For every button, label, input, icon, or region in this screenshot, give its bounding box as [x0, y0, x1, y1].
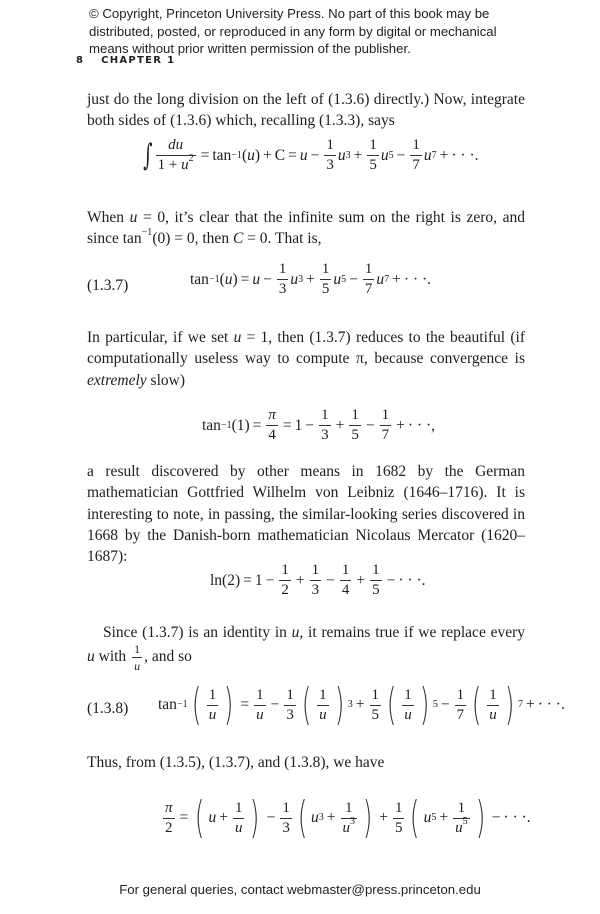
equation-leibniz: tan −1 (1) = $\frac{\pi}{4}$ = 1 − $\frac{1}{3}$ + $\frac{1}{5}$ − $\frac{1}{7}$ + · · ·,: [202, 407, 436, 443]
equation-1-3-8: tan −1 ( $\frac{1}{u}$ ) = $\frac{1}{u}$ − $\frac{1}{3}$ ( $\frac{1}{u}$ ) 3 + $\frac{1}{5}$ ( $\frac{1}{u}$ ) 5 − $\frac{1}{7}$ ( $\frac{1}{u}$ ) 7 + · · ·.: [158, 679, 565, 730]
integral-sign: ∫: [143, 138, 153, 173]
page-number: 8: [76, 55, 85, 66]
chapter-label: CHAPTER 1: [101, 55, 176, 66]
equation-number-1-3-8: (1.3.8): [87, 700, 129, 717]
equation-mercator: ln(2) = 1 − $\frac{1}{2}$ + $\frac{1}{3}$ − $\frac{1}{4}$ + $\frac{1}{5}$ − · · ·.: [210, 562, 426, 598]
equation-final: $\frac{\pi}{2}$ = ( u + $\frac{1}{u}$ ) − $\frac{1}{3}$ ( u 3 + $\frac{1}{u^3}$ ) + $\frac{1}{5}$ ( u 5 + $\frac{1}{u^5}$ ) − · · ·.: [165, 792, 531, 843]
paragraph-5: Since (1.3.7) is an identity in u, it remains true if we replace every u with $\frac{1}{u}$ , and so: [87, 624, 525, 674]
footer-contact: For general queries, contact webmaster@press.princeton.edu: [119, 882, 481, 897]
paragraph-1: just do the long division on the left of (1.3.6) directly.) Now, integrate both sides of (1.3.6) which, recalling (1.3.3), says: [87, 91, 525, 130]
paragraph-6: Thus, from (1.3.5), (1.3.7), and (1.3.8), we have: [87, 754, 385, 771]
running-head: [76, 55, 175, 66]
paragraph-3: In particular, if we set u = 1, then (1.3.7) reduces to the beautiful (if computationally useless way to compute π, because convergence is extremely slow): [87, 329, 525, 389]
equation-number-1-3-7: (1.3.7): [87, 277, 129, 294]
copyright-notice: © Copyright, Princeton University Press. No part of this book may be distributed, posted, or reproduced in any form by digital or mechanical means without prior written permission of the publisher.: [89, 6, 497, 56]
equation-1-3-7: tan −1 ( u ) = u − $\frac{1}{3}$ u 3 + $\frac{1}{5}$ u 5 − $\frac{1}{7}$ u 7 + · · ·.: [190, 261, 432, 297]
equation-integral: ∫ $\frac{du}{1 + u^2}$ = tan −1 ( u ) + C = u − $\frac{1}{3}$ u 3 + $\frac{1}{5}$ u 5 − $\frac{1}{7}$ u 7 + · · ·.: [143, 137, 479, 173]
paragraph-4: a result discovered by other means in 1682 by the German mathematician Gottfried Wilhelm von Leibniz (1646–1716). It is interesting to note, in passing, the similar-looking series discovered in 1668 by the Danish-born mathematician Nicolaus Mercator (1620–1687):: [87, 463, 525, 566]
paragraph-2: When u = 0, it’s clear that the infinite sum on the right is zero, and since $\tan^{-1}(0) = 0$, then C = 0. That is,: [87, 209, 526, 248]
